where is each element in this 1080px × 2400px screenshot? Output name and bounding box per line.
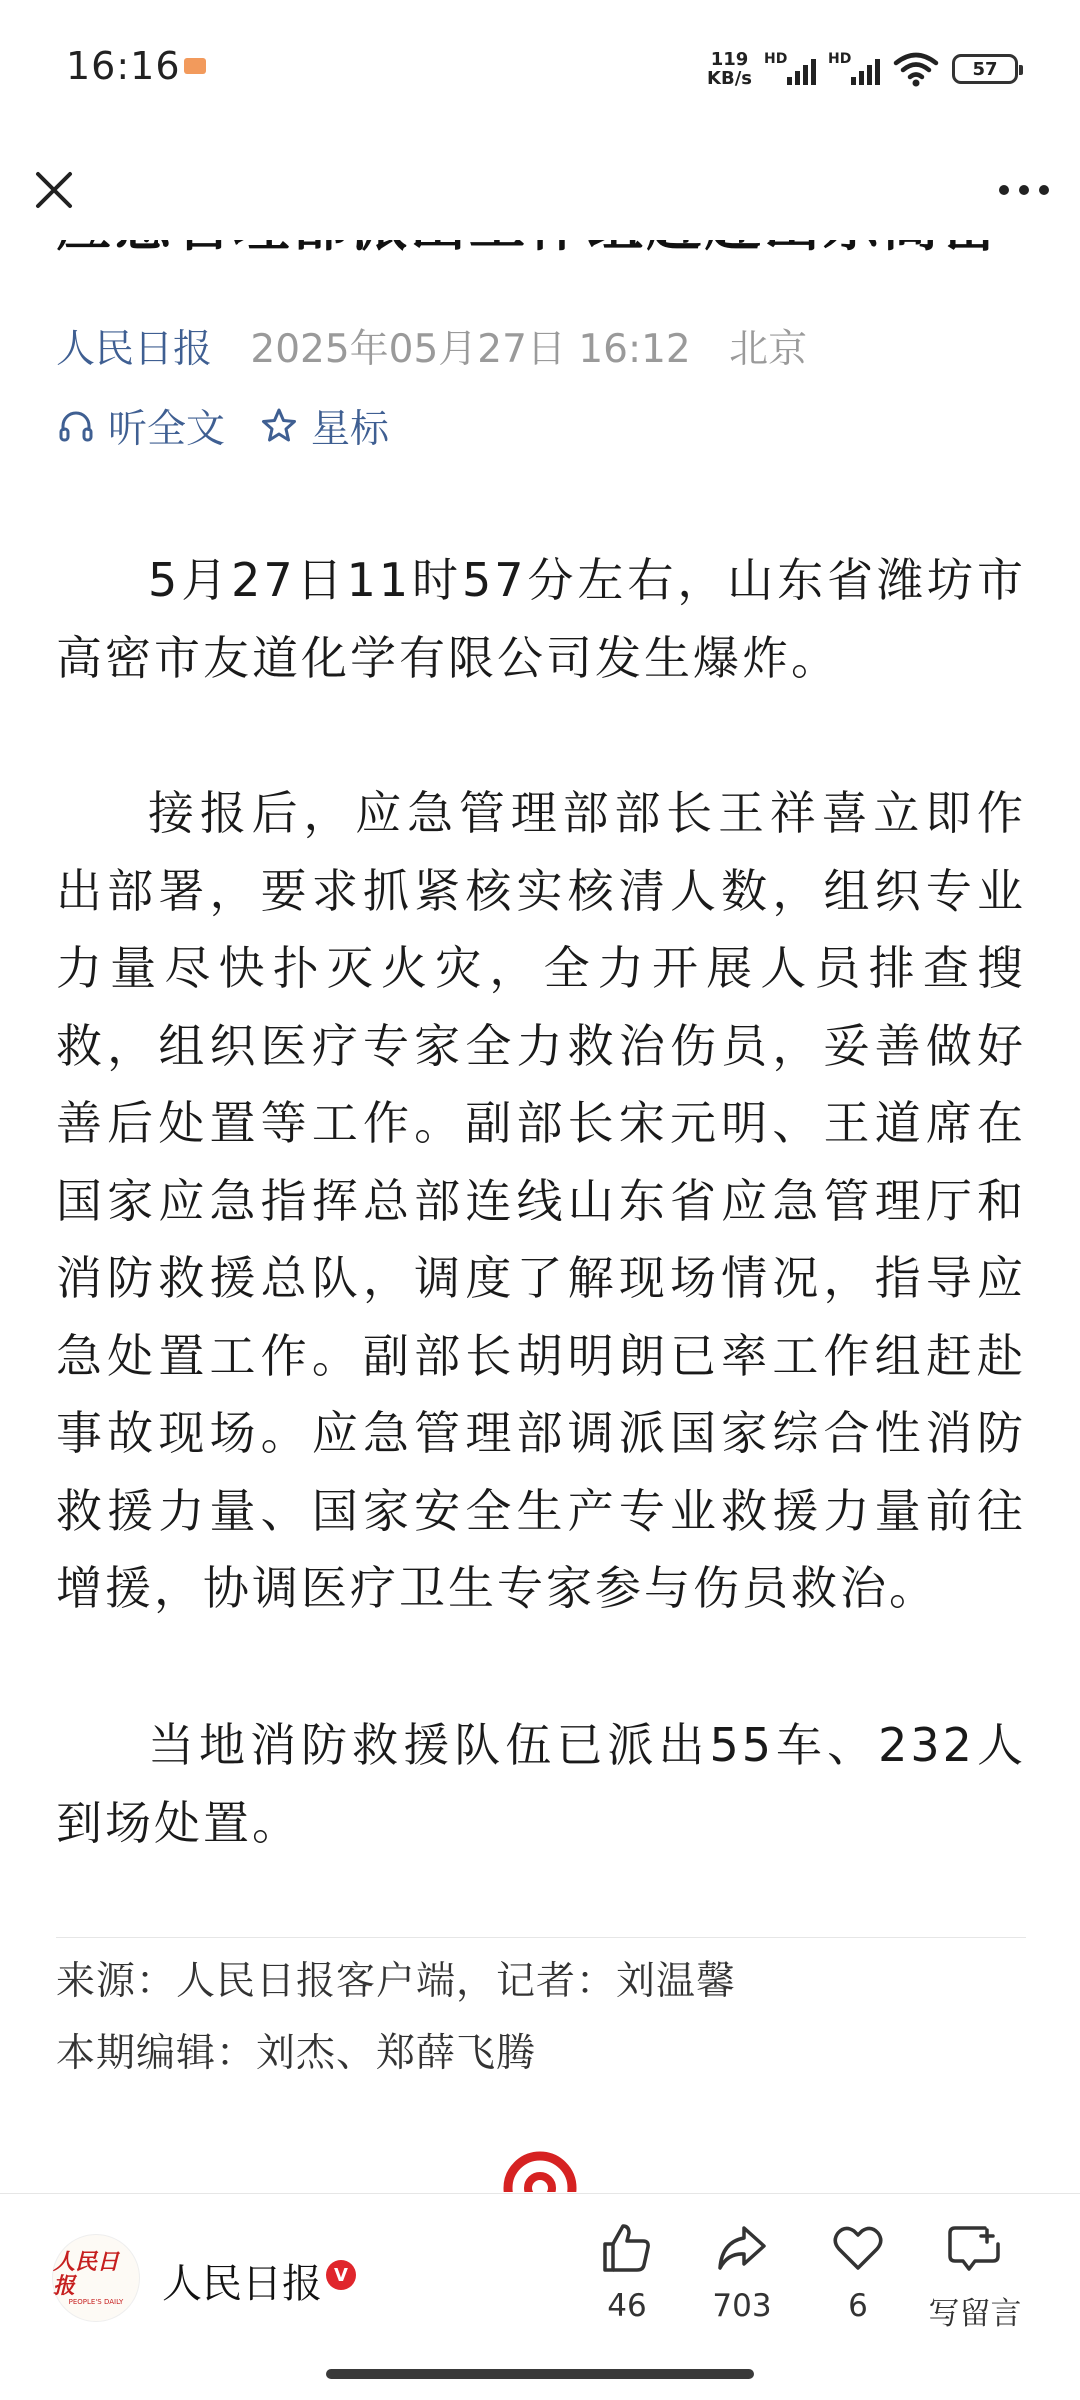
listen-button[interactable]: 听全文 (56, 398, 225, 454)
star-button[interactable]: 星标 (259, 398, 389, 454)
share-button[interactable] (682, 2218, 802, 2368)
close-icon (32, 168, 76, 212)
share-icon (714, 2220, 770, 2276)
network-speed: 119 KB/s (707, 49, 752, 89)
article-paragraph: 5月27日11时57分左右，山东省潍坊市高密市友道化学有限公司发生爆炸。 (56, 553, 1026, 685)
heart-icon (830, 2220, 886, 2276)
article-credit-editor: 本期编辑：刘杰、郑薛飞腾 (56, 2031, 537, 2076)
signal-icon: HD (828, 49, 880, 89)
article-paragraph: 当地消防救援队伍已派出55车、232人到场处置。 (56, 1718, 1026, 1850)
share-count: 703 (712, 2288, 772, 2324)
article-location: 北京 (729, 327, 808, 372)
article-source[interactable]: 人民日报 (56, 327, 213, 372)
account-avatar[interactable]: 人民日报 PEOPLE'S DAILY (52, 2234, 140, 2322)
status-icons (707, 44, 1018, 94)
signal-icon: HD (764, 49, 816, 89)
comment-label: 写留言 (928, 2296, 1022, 2332)
article-meta (56, 318, 807, 374)
headphones-icon (56, 406, 96, 446)
favorite-button[interactable] (798, 2218, 918, 2368)
thumbs-up-icon (599, 2220, 655, 2276)
article-credit-source: 来源：人民日报客户端，记者：刘温馨 (56, 1959, 737, 2004)
at-logo-icon (500, 2148, 580, 2192)
battery-icon: 57 (952, 54, 1018, 84)
article-date: 2025年05月27日 16:12 (250, 327, 691, 372)
comment-button[interactable] (915, 2218, 1035, 2368)
home-indicator[interactable] (326, 2369, 754, 2379)
notification-icon (184, 58, 206, 74)
like-button[interactable] (567, 2218, 687, 2368)
status-bar (0, 0, 1080, 140)
verified-badge: V (326, 2260, 356, 2290)
more-button[interactable] (992, 158, 1056, 222)
more-icon (997, 183, 1051, 197)
like-count: 46 (607, 2288, 647, 2324)
close-button[interactable] (22, 158, 86, 222)
account-name[interactable]: 人民日报 (162, 2261, 322, 2307)
top-nav (0, 140, 1080, 240)
article-actions (56, 398, 389, 454)
status-time: 16:16 (66, 44, 181, 88)
comment-add-icon (945, 2220, 1005, 2276)
favorite-count: 6 (848, 2288, 868, 2324)
star-icon (259, 406, 299, 446)
wifi-icon (892, 49, 940, 89)
article-paragraph: 接报后，应急管理部部长王祥喜立即作出部署，要求抓紧核实核清人数，组织专业力量尽快扑灭火灾，全力开展人员排查搜救，组织医疗专家全力救治伤员，妥善做好善后处置等工作。副部长宋元明、王道席在国家应急指挥总部连线山东省应急管理厅和消防救援总队，调度了解现场情况，指导应急处置工作。副部长胡明朗已率工作组赶赴事故现场。应急管理部调派国家综合性消防救援力量、国家安全生产专业救援力量前往增援，协调医疗卫生专家参与伤员救治。 (56, 786, 1026, 1615)
divider (56, 1937, 1026, 1938)
